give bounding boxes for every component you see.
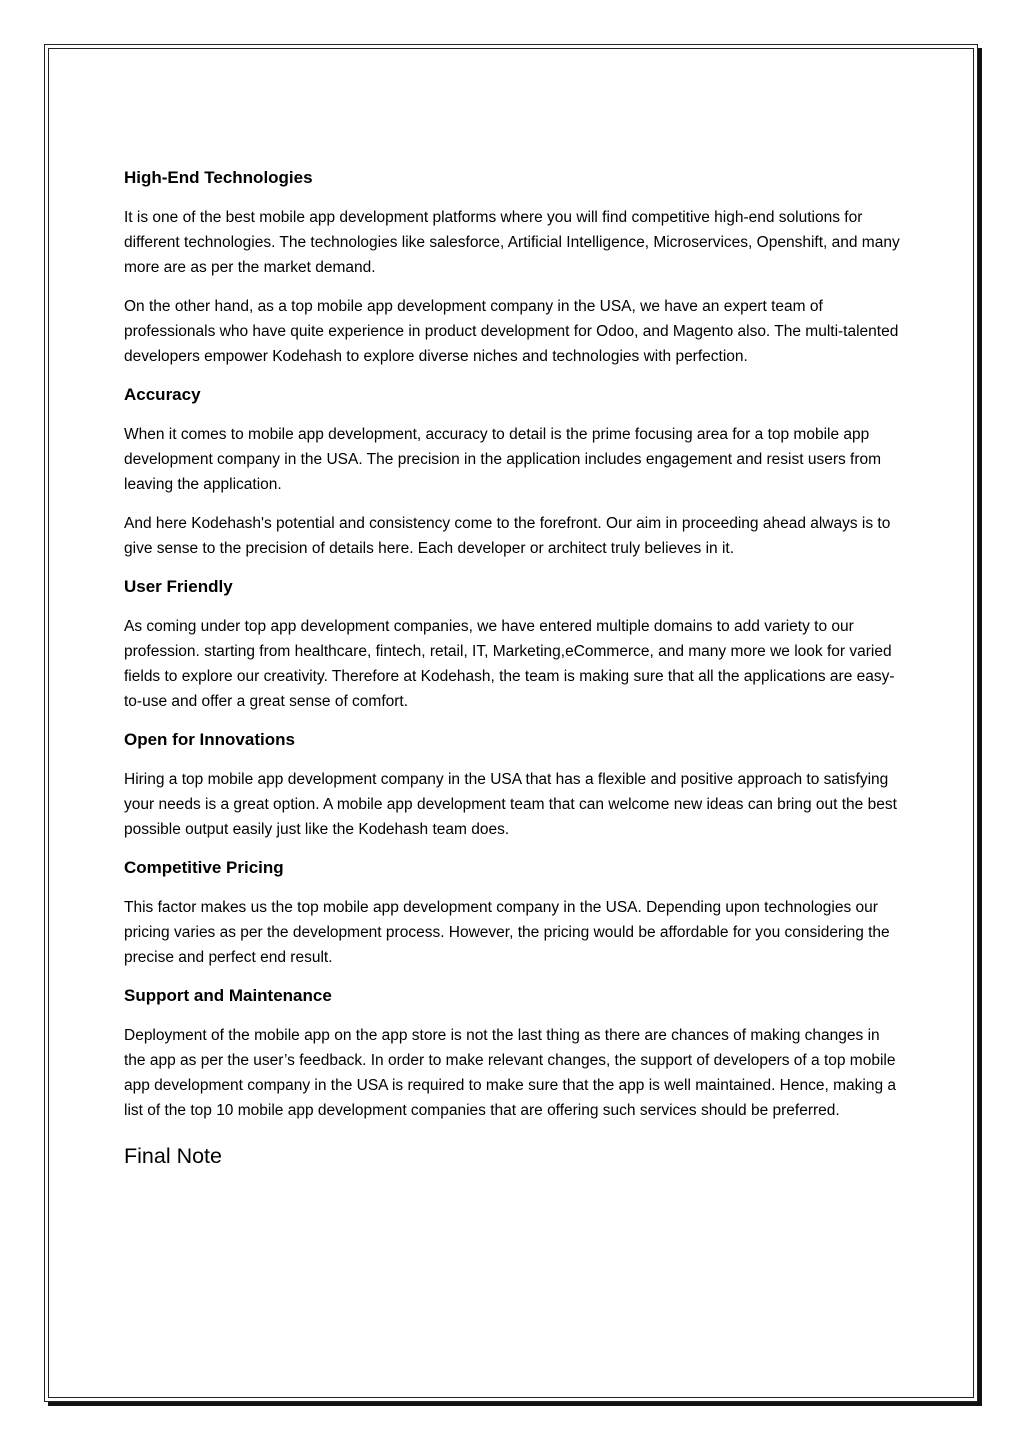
paragraph: When it comes to mobile app development, accuracy to detail is the prime focusing area for a top mobile app development company in the USA. The precision in the application includes engagement and resist users from leaving the application. xyxy=(124,426,882,493)
document-body xyxy=(124,166,904,1171)
section-accuracy xyxy=(124,383,904,561)
paragraph: This factor makes us the top mobile app development company in the USA. Depending upon technologies our pricing varies as per the development process. However, the pricing would be affordable for you considering the precise and perfect end result. xyxy=(124,899,890,966)
section-heading: Competitive Pricing xyxy=(124,858,284,877)
section-heading: Open for Innovations xyxy=(124,730,295,749)
section-support-and-maintenance xyxy=(124,984,904,1123)
section-heading: User Friendly xyxy=(124,577,233,596)
section-heading: Accuracy xyxy=(124,385,201,404)
section-competitive-pricing xyxy=(124,856,904,970)
paragraph: On the other hand, as a top mobile app development company in the USA, we have an expert team of professionals who have quite experience in product development for Odoo, and Magento also. The multi-talented developers empower Kodehash to explore diverse niches and technologies with perfection. xyxy=(124,298,899,365)
final-note-heading: Final Note xyxy=(124,1144,222,1168)
paragraph: It is one of the best mobile app development platforms where you will find competitive high-end solutions for different technologies. The technologies like salesforce, Artificial Intelligence, Microservices, Openshift, and many more are as per the market demand. xyxy=(124,209,900,276)
section-heading: Support and Maintenance xyxy=(124,986,332,1005)
paragraph: And here Kodehash's potential and consistency come to the forefront. Our aim in proceeding ahead always is to give sense to the precision of details here. Each developer or architect truly believes in it. xyxy=(124,515,891,557)
paragraph: As coming under top app development companies, we have entered multiple domains to add variety to our profession. starting from healthcare, fintech, retail, IT, Marketing,eCommerce, and many more we look for varied fields to explore our creativity. Therefore at Kodehash, the team is making sure that all the applications are easy-to-use and offer a great sense of comfort. xyxy=(124,618,895,710)
section-heading: High-End Technologies xyxy=(124,168,313,187)
paragraph: Deployment of the mobile app on the app store is not the last thing as there are chances of making changes in the app as per the user’s feedback. In order to make relevant changes, the support of developers of a top mobile app development company in the USA is required to make sure that the app is well maintained. Hence, making a list of the top 10 mobile app development companies that are offering such services should be preferred. xyxy=(124,1027,896,1119)
paragraph: Hiring a top mobile app development company in the USA that has a flexible and positive approach to satisfying your needs is a great option. A mobile app development team that can welcome new ideas can bring out the best possible output easily just like the Kodehash team does. xyxy=(124,771,897,838)
section-user-friendly xyxy=(124,575,904,714)
section-high-end-technologies xyxy=(124,166,904,369)
section-open-for-innovations xyxy=(124,728,904,842)
